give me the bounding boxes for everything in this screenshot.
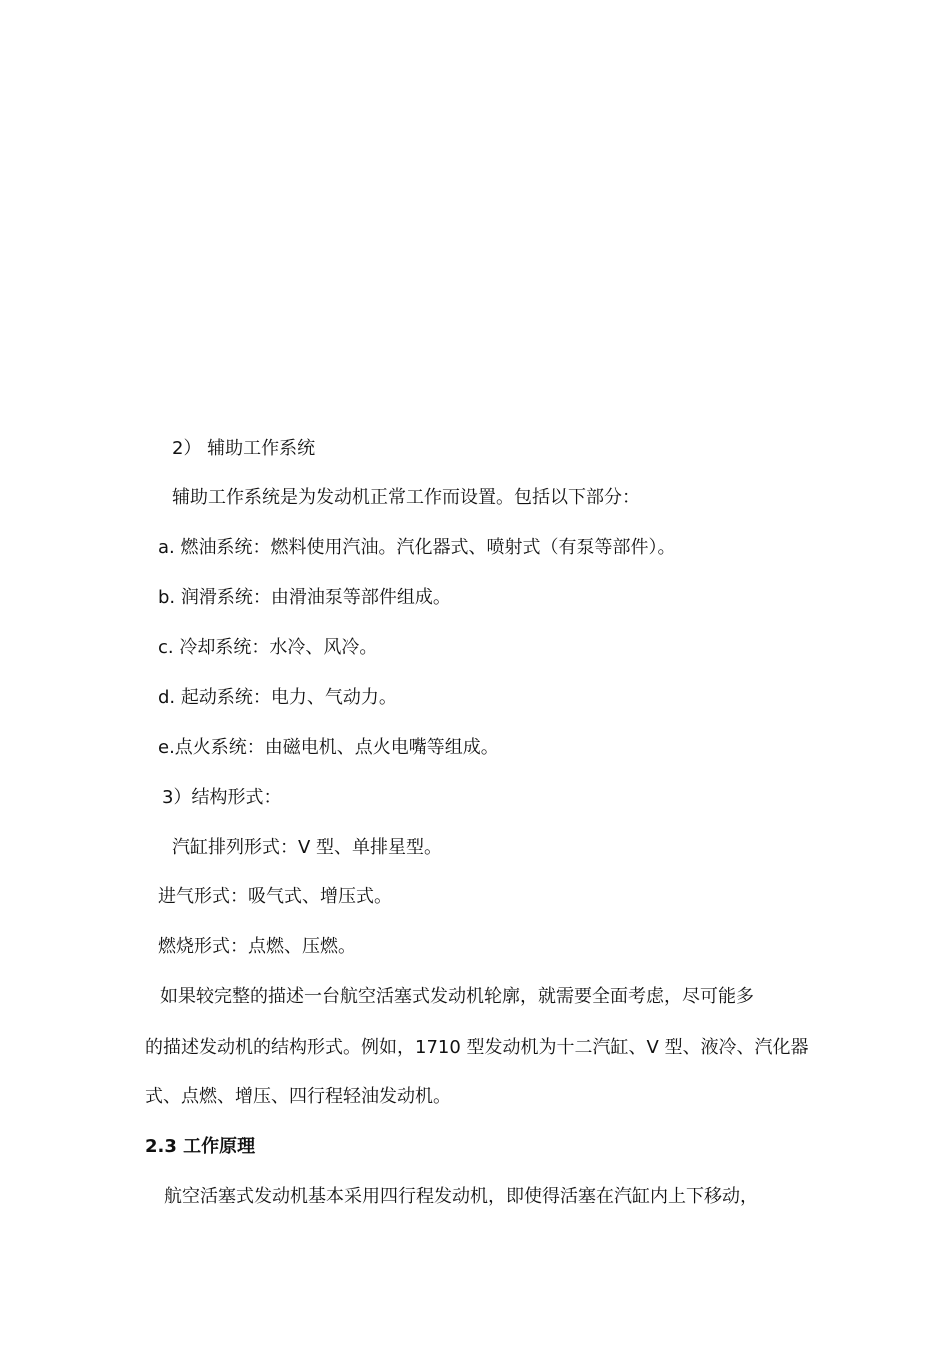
section-heading-working-principle: 2.3 工作原理 [145, 1136, 256, 1157]
paragraph-line: 的描述发动机的结构形式。例如，1710 型发动机为十二汽缸、V 型、液冷、汽化器 [145, 1037, 809, 1058]
list-item-cylinder-arrangement: 汽缸排列形式：V 型、单排星型。 [172, 837, 443, 858]
list-item-intake-form: 进气形式：吸气式、增压式。 [158, 886, 392, 907]
aux-system-intro: 辅助工作系统是为发动机正常工作而设置。包括以下部分： [172, 487, 640, 508]
aux-system-heading: 2） 辅助工作系统 [172, 438, 316, 459]
list-item-combustion-form: 燃烧形式：点燃、压燃。 [158, 936, 356, 957]
paragraph-line: 式、点燃、增压、四行程轻油发动机。 [145, 1086, 451, 1107]
list-item-cooling-system: c. 冷却系统：水冷、风冷。 [158, 637, 378, 658]
list-item-starting-system: d. 起动系统：电力、气动力。 [158, 687, 397, 708]
paragraph-line: 如果较完整的描述一台航空活塞式发动机轮廓，就需要全面考虑，尽可能多 [160, 986, 754, 1007]
paragraph-line: 航空活塞式发动机基本采用四行程发动机，即使得活塞在汽缸内上下移动， [164, 1186, 758, 1207]
structure-form-heading: 3）结构形式： [162, 787, 282, 808]
list-item-ignition-system: e.点火系统：由磁电机、点火电嘴等组成。 [158, 737, 499, 758]
list-item-fuel-system: a. 燃油系统：燃料使用汽油。汽化器式、喷射式（有泵等部件）。 [158, 537, 676, 558]
list-item-lubrication-system: b. 润滑系统：由滑油泵等部件组成。 [158, 587, 451, 608]
